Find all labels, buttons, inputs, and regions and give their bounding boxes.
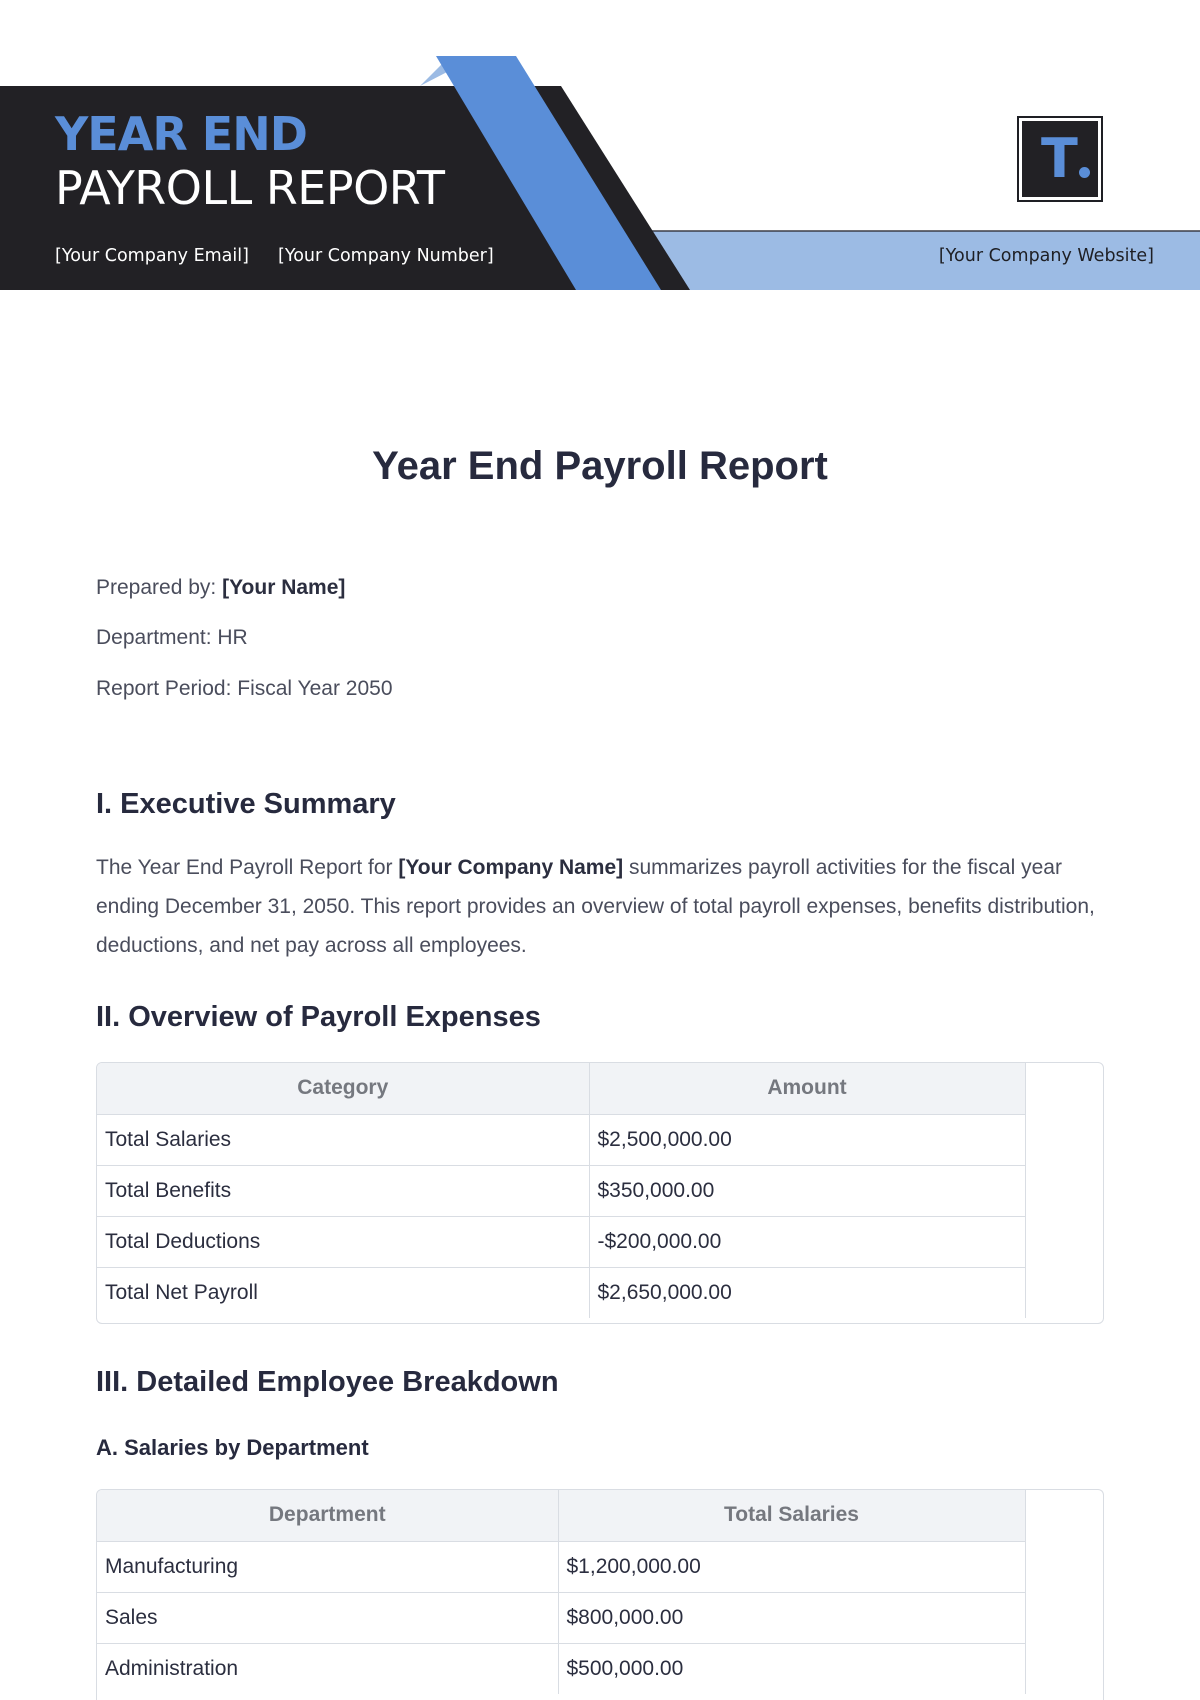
salary-cell: $500,000.00 xyxy=(558,1643,1025,1694)
category-cell: Total Benefits xyxy=(97,1165,589,1216)
subsection-heading-salaries-by-department: A. Salaries by Department xyxy=(96,1435,369,1460)
section-heading-executive-summary: I. Executive Summary xyxy=(96,788,396,820)
section-heading-overview: II. Overview of Payroll Expenses xyxy=(96,1001,541,1033)
table-row xyxy=(97,1165,1025,1216)
company-logo xyxy=(1017,116,1103,202)
payroll-expenses-grid xyxy=(97,1063,1026,1318)
department-cell: Sales xyxy=(97,1592,558,1643)
amount-cell: $2,650,000.00 xyxy=(589,1267,1025,1318)
company-website: [Your Company Website] xyxy=(938,246,1154,266)
table-row xyxy=(97,1267,1025,1318)
column-header-total-salaries: Total Salaries xyxy=(558,1490,1025,1541)
salaries-by-department-table xyxy=(96,1489,1104,1700)
prepared-by-label: Prepared by: xyxy=(96,576,217,599)
amount-cell: $2,500,000.00 xyxy=(589,1114,1025,1165)
table-row xyxy=(97,1643,1025,1694)
column-header-category: Category xyxy=(97,1063,589,1114)
column-header-amount: Amount xyxy=(589,1063,1025,1114)
amount-cell: -$200,000.00 xyxy=(589,1216,1025,1267)
executive-summary-text xyxy=(96,848,1106,965)
table-row xyxy=(97,1216,1025,1267)
salary-cell: $800,000.00 xyxy=(558,1592,1025,1643)
banner-title-line2: PAYROLL REPORT xyxy=(55,161,445,215)
report-period-line: Report Period: Fiscal Year 2050 xyxy=(96,677,393,700)
department-cell: Administration xyxy=(97,1643,558,1694)
document-title: Year End Payroll Report xyxy=(372,444,828,488)
logo-mark xyxy=(1022,121,1098,197)
category-cell: Total Salaries xyxy=(97,1114,589,1165)
salaries-by-department-grid xyxy=(97,1490,1026,1694)
table-header-row xyxy=(97,1063,1025,1114)
department-cell: Manufacturing xyxy=(97,1541,558,1592)
company-number: [Your Company Number] xyxy=(278,246,494,266)
summary-text-after: summarizes payroll activities for the fiscal year ending December 31, 2050. This report provides an overview of total payroll expenses, benefits distribution, deductions, and net pay across all employees. xyxy=(96,856,1095,957)
summary-text-before: The Year End Payroll Report for xyxy=(96,856,399,879)
category-cell: Total Deductions xyxy=(97,1216,589,1267)
table-row xyxy=(97,1541,1025,1592)
prepared-by-value: [Your Name] xyxy=(222,576,346,599)
payroll-expenses-table xyxy=(96,1062,1104,1324)
table-row xyxy=(97,1114,1025,1165)
logo-dot-icon xyxy=(1079,167,1090,178)
company-email: [Your Company Email] xyxy=(55,246,249,266)
table-header-row xyxy=(97,1490,1025,1541)
banner-title-line1: YEAR END xyxy=(55,107,307,161)
table-row xyxy=(97,1592,1025,1643)
logo-letter: T xyxy=(1041,127,1078,190)
salary-cell: $1,200,000.00 xyxy=(558,1541,1025,1592)
summary-company-name: [Your Company Name] xyxy=(398,856,624,879)
category-cell: Total Net Payroll xyxy=(97,1267,589,1318)
prepared-by xyxy=(96,574,345,602)
amount-cell: $350,000.00 xyxy=(589,1165,1025,1216)
section-heading-breakdown: III. Detailed Employee Breakdown xyxy=(96,1366,559,1398)
department-line: Department: HR xyxy=(96,626,248,649)
column-header-department: Department xyxy=(97,1490,558,1541)
